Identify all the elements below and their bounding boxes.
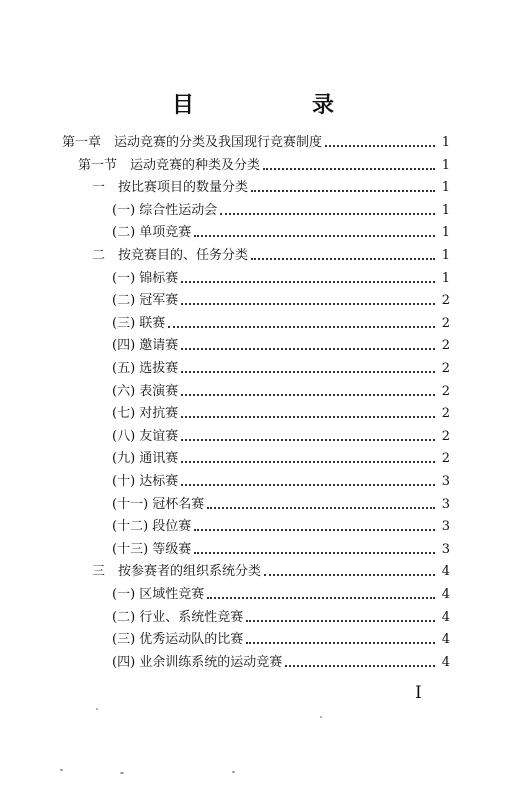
toc-entry: [112, 222, 450, 244]
toc-entry-page: 1: [441, 203, 450, 218]
dot-leader: [251, 258, 435, 260]
dot-leader: [181, 303, 435, 305]
dot-leader: [207, 597, 435, 599]
toc-entry: [112, 584, 450, 606]
toc-entry-page: 4: [441, 655, 450, 670]
toc-entry: [112, 335, 450, 357]
dot-leader: [181, 484, 435, 486]
toc-entry-page: 2: [441, 316, 450, 331]
dot-leader: [181, 371, 435, 373]
toc-entry-label: (一) 锦标赛: [112, 271, 179, 286]
dot-leader: [194, 529, 435, 531]
dot-leader: [181, 394, 435, 396]
scan-speck: [320, 716, 322, 718]
toc-entry-label: (十二) 段位赛: [112, 519, 192, 534]
toc-entry: [92, 177, 450, 199]
toc-entry: [112, 313, 450, 335]
dot-leader: [181, 461, 435, 463]
toc-entry-page: 2: [441, 384, 450, 399]
toc-entry-label: (四) 邀请赛: [112, 338, 179, 353]
dot-leader: [285, 665, 435, 667]
dot-leader: [181, 416, 435, 418]
toc-entry: [112, 607, 450, 629]
toc-entry-page: 1: [441, 225, 450, 240]
toc-entry: [112, 358, 450, 380]
toc-entry: [112, 471, 450, 493]
dot-leader: [168, 326, 435, 328]
toc-entry-page: 2: [441, 451, 450, 466]
toc-entry: [78, 155, 450, 177]
toc-entry-label: (二) 行业、系统性竞赛: [112, 610, 244, 625]
toc-entry: [112, 403, 450, 425]
toc-entry: [92, 561, 450, 583]
toc-entry: [62, 132, 450, 154]
toc-entry-label: (二) 单项竞赛: [112, 225, 192, 240]
toc-entry: [112, 268, 450, 290]
toc-entry-label: 二 按竞赛目的、任务分类: [92, 248, 249, 263]
toc-entry-label: 第一章 运动竞赛的分类及我国现行竞赛制度: [62, 135, 323, 150]
toc-entry-page: 3: [441, 474, 450, 489]
toc-entry-page: 2: [441, 293, 450, 308]
dot-leader: [181, 348, 435, 350]
toc-entry-label: (三) 优秀运动队的比赛: [112, 632, 244, 647]
dot-leader: [207, 507, 435, 509]
toc-entry: [112, 448, 450, 470]
dot-leader: [246, 620, 435, 622]
toc-entry: [112, 426, 450, 448]
scan-speck: [232, 771, 235, 773]
toc-entry-label: (五) 选拔赛: [112, 361, 179, 376]
toc-entry: [92, 245, 450, 267]
toc-entry-label: (四) 业余训练系统的运动竞赛: [112, 655, 283, 670]
toc-entry-label: (八) 友谊赛: [112, 429, 179, 444]
toc-entry-page: 2: [441, 429, 450, 444]
toc-entry: [112, 200, 450, 222]
dot-leader: [264, 574, 435, 576]
toc-entry-page: 4: [441, 610, 450, 625]
toc-entry: [112, 290, 450, 312]
toc-entry-page: 2: [441, 338, 450, 353]
dot-leader: [220, 213, 435, 215]
dot-leader: [194, 235, 435, 237]
toc-entry-label: (九) 通讯赛: [112, 451, 179, 466]
toc-entry-label: 三 按参赛者的组织系统分类: [92, 564, 262, 579]
table-of-contents: [0, 132, 506, 672]
toc-entry-page: 2: [441, 361, 450, 376]
toc-entry: [112, 494, 450, 516]
toc-entry-page: 3: [441, 497, 450, 512]
toc-entry-label: (三) 联赛: [112, 316, 166, 331]
toc-entry-page: 3: [441, 519, 450, 534]
scan-speck: [96, 708, 98, 710]
toc-entry-page: 1: [441, 158, 450, 173]
toc-entry-label: (二) 冠军赛: [112, 293, 179, 308]
toc-entry-page: 4: [441, 587, 450, 602]
toc-entry-label: (七) 对抗赛: [112, 406, 179, 421]
toc-entry-label: (十一) 冠杯名赛: [112, 497, 205, 512]
toc-entry-label: (十) 达标赛: [112, 474, 179, 489]
toc-entry-page: 1: [441, 248, 450, 263]
dot-leader: [181, 439, 435, 441]
dot-leader: [263, 168, 435, 170]
toc-entry: [112, 539, 450, 561]
toc-entry-label: 一 按比赛项目的数量分类: [92, 180, 249, 195]
dot-leader: [251, 190, 435, 192]
page-number: I: [415, 683, 422, 703]
scan-speck: [120, 772, 124, 774]
toc-entry-label: (一) 区域性竞赛: [112, 587, 205, 602]
toc-entry-label: 第一节 运动竞赛的种类及分类: [78, 158, 261, 173]
toc-entry-page: 4: [441, 564, 450, 579]
toc-entry: [112, 381, 450, 403]
dot-leader: [325, 145, 435, 147]
page-title: 目 录: [171, 92, 382, 118]
toc-entry-page: 4: [441, 632, 450, 647]
toc-entry-page: 1: [441, 271, 450, 286]
toc-entry-page: 1: [441, 180, 450, 195]
dot-leader: [181, 281, 435, 283]
toc-entry-label: (十三) 等级赛: [112, 542, 192, 557]
dot-leader: [194, 552, 435, 554]
scan-speck: [60, 769, 63, 771]
toc-entry: [112, 516, 450, 538]
toc-entry-label: (一) 综合性运动会: [112, 203, 218, 218]
toc-entry-label: (六) 表演赛: [112, 384, 179, 399]
toc-entry-page: 1: [441, 135, 450, 150]
toc-entry: [112, 629, 450, 651]
toc-entry: [112, 652, 450, 674]
toc-entry-page: 3: [441, 542, 450, 557]
toc-entry-page: 2: [441, 406, 450, 421]
dot-leader: [246, 642, 435, 644]
